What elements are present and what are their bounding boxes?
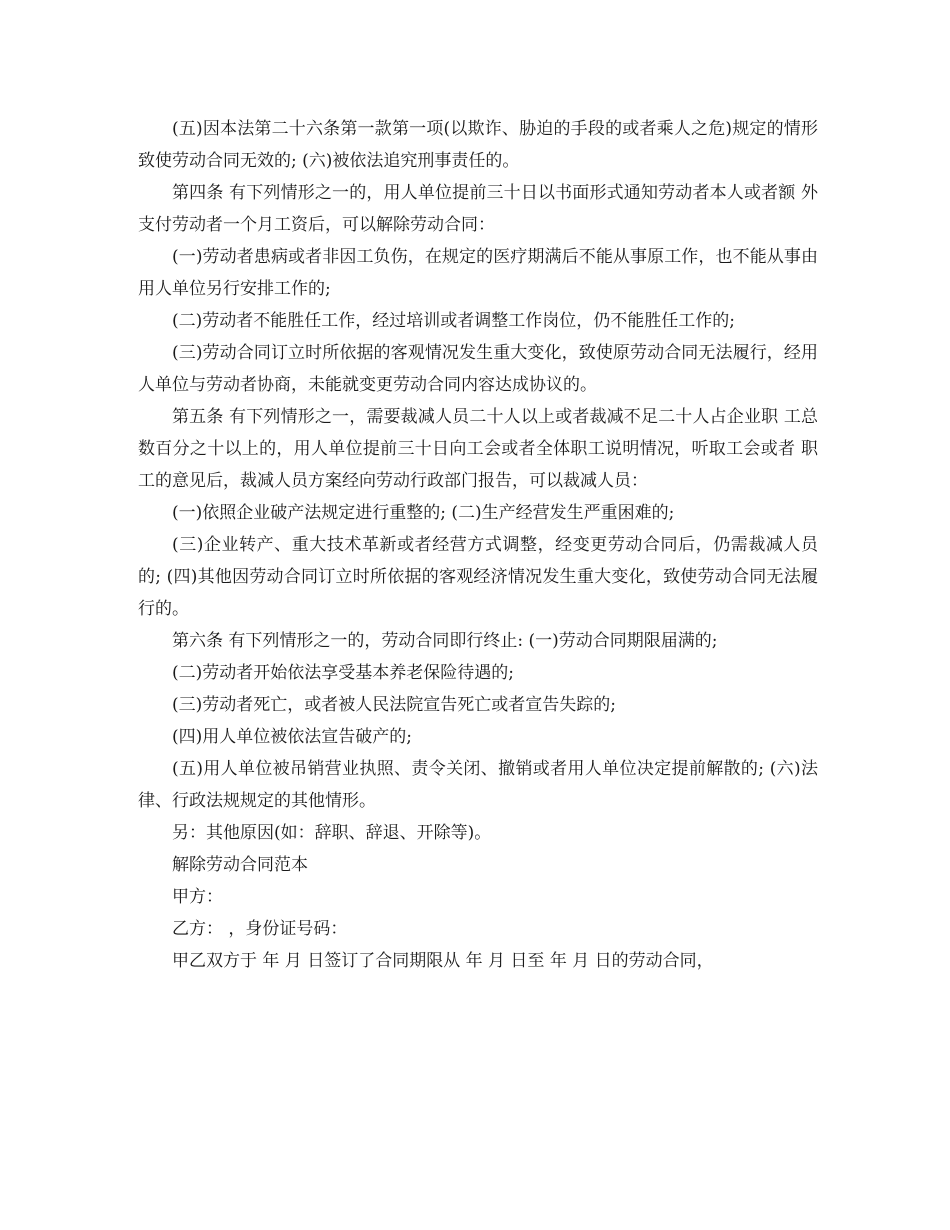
- paragraph-17: 乙方： ，身份证号码：: [172, 919, 348, 939]
- paragraph-12: (四)用人单位被依法宣告破产的;: [172, 727, 412, 747]
- paragraph-7: (一)依照企业破产法规定进行重整的; (二)生产经营发生严重困难的;: [172, 503, 675, 523]
- paragraph-5: (三)劳动合同订立时所依据的客观情况发生重大变化，致使原劳动合同无法履行，经用 人单位与劳动者协商，未能就变更劳动合同内容达成协议的。: [138, 343, 818, 395]
- paragraph-18: 甲乙双方于 年 月 日签订了合同期限从 年 月 日至 年 月 日的劳动合同，: [172, 951, 714, 971]
- paragraph-14: 另：其他原因(如：辞职、辞退、开除等)。: [172, 823, 492, 843]
- paragraph-13: (五)用人单位被吊销营业执照、责令关闭、撤销或者用人单位决定提前解散的; (六)法律、行政法规规定的其他情形。: [138, 759, 818, 811]
- paragraph-8: (三)企业转产、重大技术革新或者经营方式调整，经变更劳动合同后，仍需裁减人员的; (四)其他因劳动合同订立时所依据的客观经济情况发生重大变化，致使劳动合同无法履 行的。: [138, 535, 818, 619]
- paragraph-2: 第四条 有下列情形之一的，用人单位提前三十日以书面形式通知劳动者本人或者额 外支付劳动者一个月工资后，可以解除劳动合同：: [138, 183, 818, 235]
- document-body: [138, 113, 818, 977]
- paragraph-11: (三)劳动者死亡，或者被人民法院宣告死亡或者宣告失踪的;: [172, 695, 616, 715]
- paragraph-15: 解除劳动合同范本: [172, 855, 308, 875]
- paragraph-4: (二)劳动者不能胜任工作，经过培训或者调整工作岗位，仍不能胜任工作的;: [172, 311, 735, 331]
- paragraph-6: 第五条 有下列情形之一，需要裁减人员二十人以上或者裁减不足二十人占企业职 工总数百分之十以上的，用人单位提前三十日向工会或者全体职工说明情况，听取工会或者 职工的意见后，裁减人员方案经向劳动行政部门报告，可以裁减人员：: [138, 407, 818, 491]
- paragraph-3: (一)劳动者患病或者非因工负伤，在规定的医疗期满后不能从事原工作，也不能从事由用人单位另行安排工作的;: [138, 247, 818, 299]
- paragraph-9: 第六条 有下列情形之一的，劳动合同即行终止: (一)劳动合同期限届满的;: [172, 631, 718, 651]
- paragraph-10: (二)劳动者开始依法享受基本养老保险待遇的;: [172, 663, 514, 683]
- paragraph-16: 甲方：: [172, 887, 223, 907]
- paragraph-1: (五)因本法第二十六条第一款第一项(以欺诈、胁迫的手段的或者乘人之危)规定的情形致使劳动合同无效的; (六)被依法追究刑事责任的。: [138, 119, 818, 171]
